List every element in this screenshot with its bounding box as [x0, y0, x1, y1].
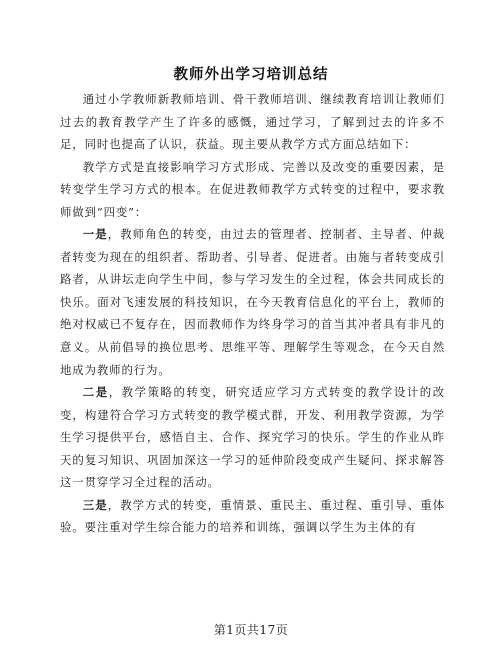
paragraph-text: ，教师角色的转变，由过去的管理者、控制者、主导者、仲裁者转变为现在的组织者、帮助者、引导者、促进者。由施与者转变成引路者，从讲坛走向学生中间，参与学习发生的全过程，体会共同成长的快乐。面对飞速发展的科技知识，在今天教育信息化的平台上，教师的绝对权威已不复存在，因而教师作为终身学习的首当其冲者具有非凡的意义。从前倡导的换位思考、思维平等、理解学生等观念，在今天自然地成为教师的行为。: [60, 227, 445, 377]
paragraph-lead: 三是: [82, 497, 108, 512]
paragraph-point-one: [60, 223, 445, 381]
paragraph-lead: 一是: [82, 227, 108, 242]
paragraph-teaching-method: [60, 156, 445, 224]
document-body: [60, 88, 445, 539]
paragraph-text: ，教学策略的转变，研究适应学习方式转变的教学设计的改变，构建符合学习方式转变的教学模式群，开发、利用教学资源，为学生学习提供平台，感悟自主、合作、探究学习的快乐。学生的作业从昨天的复习知识、巩固加深这一学习的延伸阶段变成产生疑问、探求解答这一贯穿学习全过程的活动。: [60, 385, 445, 490]
paragraph-point-three: [60, 494, 445, 539]
paragraph-point-two: [60, 381, 445, 494]
paragraph-text: 通过小学教师新教师培训、骨干教师培训、继续教育培训让教师们过去的教育教学产生了许多的感慨，通过学习，了解到过去的许多不足，同时也提高了认识，获益。现主要从教学方式方面总结如下：: [60, 92, 445, 152]
document-title: 教师外出学习培训总结: [173, 67, 329, 83]
paragraph-lead: 二是: [82, 385, 109, 400]
paragraph-text: ，教学方式的转变，重情景、重民主、重过程、重引导、重体验。要注重对学生综合能力的培养和训练，强调以学生为主体的有: [60, 497, 445, 535]
page-number-footer: 第1页共17页: [213, 623, 289, 637]
paragraph-text: 教学方式是直接影响学习方式形成、完善以及改变的重要因素，是转变学生学习方式的根本。在促进教师教学方式转变的过程中，要求教师做到“四变”：: [60, 159, 445, 219]
paragraph-intro: [60, 88, 445, 156]
